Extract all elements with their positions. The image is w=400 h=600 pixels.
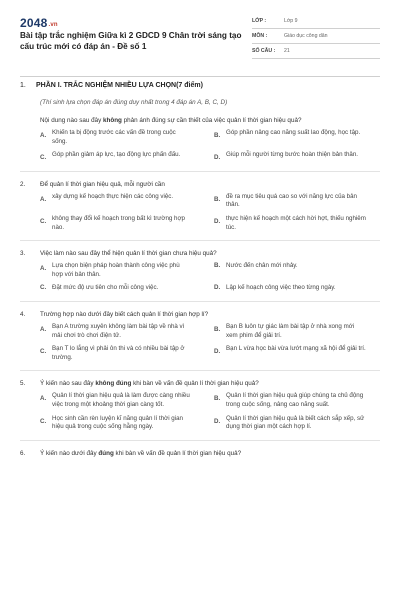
document-title: Bài tập trắc nghiệm Giữa kì 2 GDCD 9 Chân trời sáng tạo cấu trúc mới có đáp án - Đề số 1 [20,31,242,51]
stem-emphasis: không đúng [95,380,132,388]
question-stem [20,379,380,388]
question-list [20,82,380,466]
question-number: 2. [20,180,26,188]
option-text: Lựa chọn biện pháp hoàn thành công việc phù hợp với bản thân. [52,262,180,278]
question-stem [20,180,380,189]
option-c[interactable] [40,151,210,163]
question-number [20,116,40,125]
option-d[interactable] [214,284,384,293]
stem-text: Việc làm nào sau đây thể hiện quản lí thời gian chưa hiệu quả? [40,250,217,258]
option-text: Học sinh cần rèn luyện kĩ năng quản lí thời gian hiệu quả trong cuộc sống hằng ngày. [52,414,183,431]
meta-key: SỐ CÂU : [252,48,276,54]
option-letter: B. [214,132,221,139]
section-note: (Thí sinh lựa chọn đáp án đúng duy nhất trong 4 đáp án A, B, C, D) [40,99,228,106]
stem-emphasis: đúng [98,449,114,457]
header-divider [20,76,380,77]
options [40,323,380,362]
option-text: Giúp mỗi người từng bước hoàn thiện bản thân. [226,151,358,159]
stem-text: khi bàn về vấn đề quản lí thời gian hiệu quả? [131,380,259,388]
logo-text: 2048 [20,16,48,30]
option-letter: B. [214,262,221,270]
option-letter: B. [214,195,221,203]
question-divider [20,440,380,441]
option-d[interactable] [214,415,384,432]
option-text: thực hiện kế hoạch một cách hời hợt, thiếu nghiêm túc. [226,214,366,231]
meta-key: LỚP : [252,18,267,24]
option-text: Đặt mức độ ưu tiên cho mỗi công việc. [52,284,159,292]
question-1 [20,116,380,163]
option-letter: D. [214,217,221,225]
option-d[interactable] [214,345,384,362]
options [40,193,380,232]
section-number: 1. [20,82,26,89]
option-a[interactable] [40,262,210,279]
option-c[interactable] [40,415,210,432]
document-header [20,14,380,70]
question-4 [20,310,380,362]
option-letter: A. [40,265,47,273]
stem-text: Để quản lí thời gian hiệu quả, mỗi người cần [40,180,165,188]
question-5 [20,379,380,431]
option-letter: B. [214,395,221,403]
option-letter: A. [40,395,47,403]
option-letter: D. [214,154,221,162]
question-stem [20,249,380,258]
option-text: Quản lí thời gian hiệu quả giúp chúng ta chủ động trong cuộc sống, nâng cao năng suất. [226,392,364,408]
logo-suffix: .vn [48,22,58,28]
option-letter: C. [40,284,47,292]
option-text: Góp phần giảm áp lực, tạo động lực phấn đấu. [52,151,181,159]
option-text: Lập kế hoạch công việc theo từng ngày. [226,284,336,292]
options [40,392,380,431]
option-a[interactable] [40,193,210,210]
question-divider [20,240,380,241]
option-text: Khiến ta bị động trước các vấn đề trong cuộc sống. [52,129,176,145]
option-text: đề ra mục tiêu quá cao so với năng lực của bản thân. [226,192,357,209]
option-letter: A. [40,195,47,203]
option-text: Góp phần nâng cao năng suất lao động, học tập. [226,129,361,136]
option-d[interactable] [214,151,384,163]
question-number: 5. [20,380,26,388]
question-divider [20,171,380,172]
meta-row-subject [252,29,380,44]
section-title [20,82,380,89]
options [40,129,380,163]
site-logo[interactable] [20,16,58,30]
option-b[interactable] [214,193,384,210]
question-number: 6. [20,449,26,457]
option-c[interactable] [40,215,210,232]
option-c[interactable] [40,345,210,362]
option-letter: C. [40,217,47,225]
option-text: Bạn B luôn tự giác làm bài tập ở nhà xong mới xem phim để giải trí. [226,322,355,339]
option-letter: D. [214,417,221,425]
meta-value: 21 [284,48,290,54]
question-number: 3. [20,250,26,258]
option-text: Bạn T lo lắng vì phải ôn thi và có nhiều bài tập ở trường. [52,345,185,361]
stem-text: khi bàn về vấn đề quản lí thời gian hiệu quả? [113,449,242,457]
option-c[interactable] [40,284,210,293]
meta-key: MÔN : [252,33,268,39]
option-text: xây dựng kế hoạch thực hiện các công việc. [52,192,174,200]
question-3 [20,249,380,293]
option-a[interactable] [40,392,210,409]
option-b[interactable] [214,129,384,146]
meta-value: Lớp 9 [284,18,298,24]
option-a[interactable] [40,129,210,146]
option-letter: D. [214,284,221,292]
option-d[interactable] [214,215,384,232]
option-text: Quản lí thời gian hiệu quả là biết cách sắp xếp, sử dụng thời gian một cách hợp lí. [226,414,365,431]
question-stem [20,116,380,125]
option-letter: C. [40,348,47,356]
stem-text: phản ánh đúng sự cần thiết của việc quản lí thời gian hiệu quả? [121,117,302,124]
question-6 [20,449,380,458]
question-stem [20,310,380,319]
option-a[interactable] [40,323,210,340]
question-stem [20,449,380,458]
option-letter: D. [214,348,221,356]
meta-row-count [252,44,380,59]
meta-row-class [252,14,380,29]
stem-text: Ý kiến nào sau đây [40,380,96,388]
stem-text: Nội dung nào sau đây [40,117,104,124]
stem-emphasis: không [103,117,122,124]
stem-text: Ý kiến nào dưới đây [40,449,99,457]
option-text: Quản lí thời gian hiệu quả là làm được càng nhiều việc trong một khoảng thời gian càng tốt. [52,392,190,408]
option-text: Nước đến chân mới nhảy. [226,262,298,270]
document-meta [252,14,380,59]
option-letter: A. [40,325,47,333]
option-letter: C. [40,154,47,162]
option-letter: A. [40,132,47,139]
stem-text: Trường hợp nào dưới đây biết cách quản lí thời gian hợp lí? [40,310,209,318]
option-b[interactable] [214,392,384,409]
option-b[interactable] [214,323,384,340]
options [40,262,380,293]
question-number: 4. [20,310,26,318]
option-letter: B. [214,325,221,333]
option-text: Bạn L vừa học bài vừa lướt mạng xã hội để giải trí. [226,345,366,353]
question-divider [20,301,380,302]
option-letter: C. [40,417,47,425]
question-2 [20,180,380,232]
section-title-text: PHẦN I. TRẮC NGHIỆM NHIỀU LỰA CHỌN(7 điểm) [36,82,203,89]
meta-value: Giáo dục công dân [284,33,328,39]
option-b[interactable] [214,262,384,279]
question-divider [20,370,380,371]
option-text: Bạn A trường xuyên không làm bài tập về nhà vì mải chơi trò chơi điện tử. [52,322,185,339]
option-text: không thay đổi kế hoạch trong bất kì trường hợp nào. [52,214,185,231]
